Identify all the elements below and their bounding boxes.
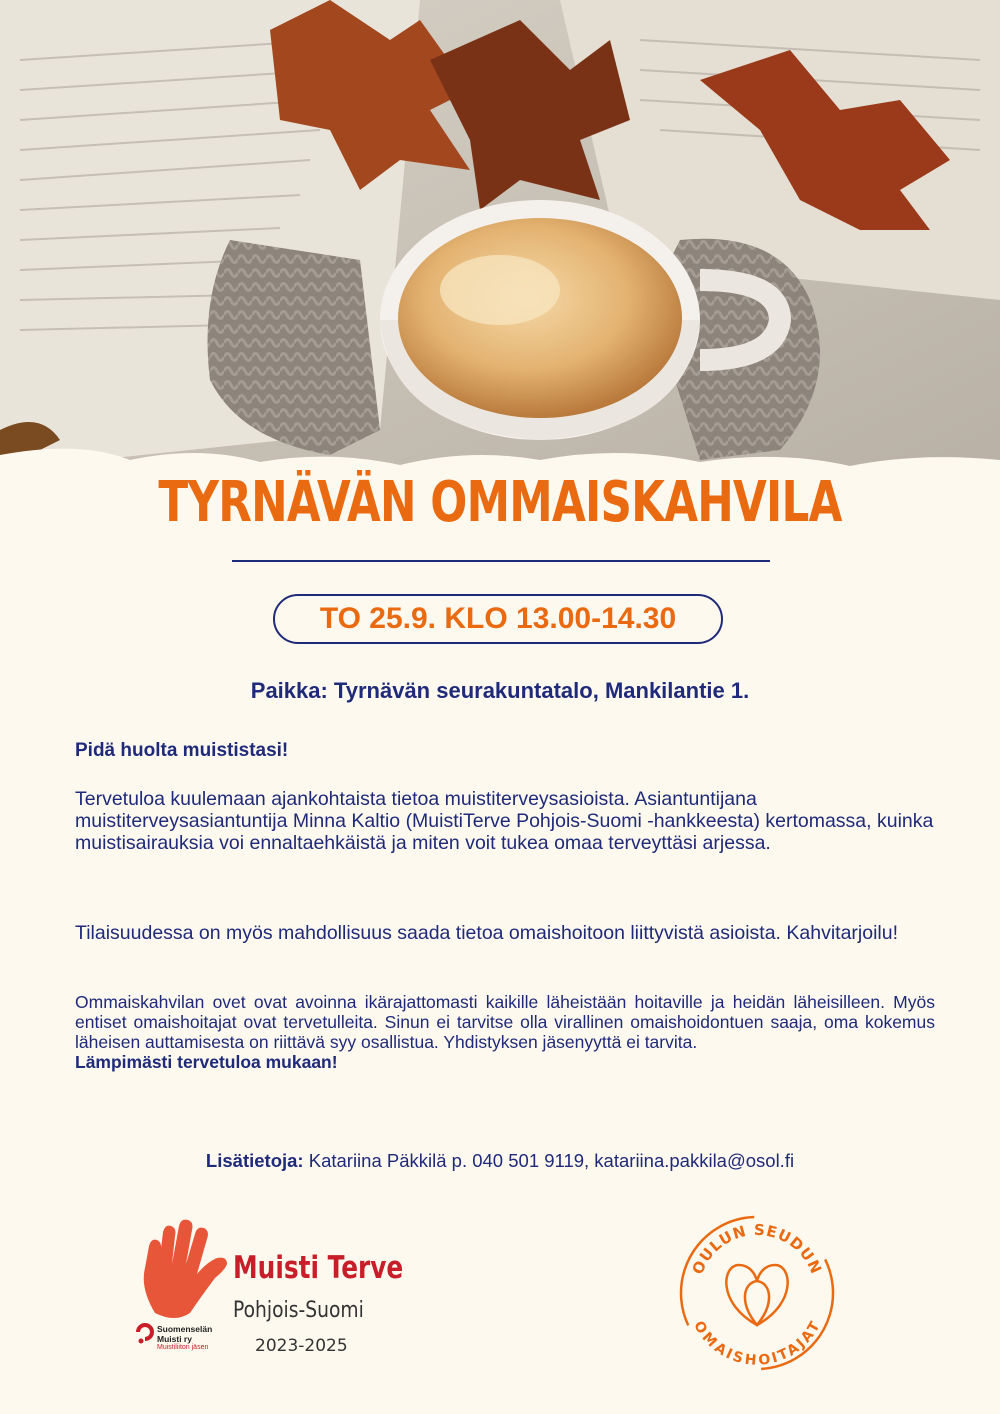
omaishoitajat-seal xyxy=(677,1213,837,1373)
oulun-seudun-omaishoitajat-logo xyxy=(677,1213,837,1373)
svg-text:OULUN SEUDUN xyxy=(689,1221,826,1277)
event-title: TYRNÄVÄN OMMAISKAHVILA xyxy=(158,470,842,535)
welcome-text: Ommaiskahvilan ovet ovat avoinna ikärajattomasti kaikille läheistään hoitaville ja heidän läheisilleen. Myös entiset omaishoitajat ovat tervetulleita. Sinun ei tarvitse olla virallinen omaishoidontuen saaja, oma kokemus läheisen auttamisesta on riittävä syy osallistua. Yhdistyksen jäsenyyttä ei tarvita. xyxy=(75,992,935,1052)
seal-bottom-text: OMAISHOITAJAT xyxy=(690,1318,824,1369)
section-heading: Pidä huolta muististasi! xyxy=(75,740,289,761)
hero-photo xyxy=(0,0,1000,470)
event-date-badge: TO 25.9. KLO 13.00-14.30 xyxy=(273,594,723,644)
contact-info xyxy=(0,1150,1000,1172)
event-location: Paikka: Tyrnävän seurakuntatalo, Mankilantie 1. xyxy=(250,678,750,703)
logo-small-2: Muisti ry xyxy=(157,1334,192,1344)
intro-paragraph: Tervetuloa kuulemaan ajankohtaista tietoa muistiterveysasioista. Asiantuntijana muistiterveysasiantuntija Minna Kaltio (MuistiTerve Pohjois-Suomi -hankkeesta) kertomassa, kuinka muistisairauksia voi ennaltaehkäistä ja miten voit tukea omaa terveyttäsi arjessa. xyxy=(75,788,934,854)
heart-icon xyxy=(726,1265,787,1325)
info-paragraph: Tilaisuudessa on myös mahdollisuus saada tietoa omaishoitoon liittyvistä asioista. Kahvitarjoilu! xyxy=(75,922,899,944)
logo-years: 2023-2025 xyxy=(255,1336,348,1356)
closing-text: Lämpimästi tervetuloa mukaan! xyxy=(75,1052,338,1072)
coffee-photo-illustration xyxy=(0,0,1000,470)
contact-details[interactable]: Katariina Päkkilä p. 040 501 9119, katariina.pakkila@osol.fi xyxy=(303,1150,795,1171)
muisti-terve-logo xyxy=(135,1218,465,1378)
logo-small-3: Muistiliiton jäsen xyxy=(157,1344,209,1351)
seal-top-text: OULUN SEUDUN xyxy=(688,1220,826,1278)
hand-icon xyxy=(135,1218,235,1328)
contact-label: Lisätietoja: xyxy=(205,1150,304,1171)
logo-small-1: Suomenselän xyxy=(157,1324,213,1334)
welcome-paragraph xyxy=(75,992,935,1072)
logo-title: Muisti Terve xyxy=(233,1250,404,1286)
muisti-ry-icon xyxy=(135,1322,155,1344)
logo-subtitle: Pohjois-Suomi xyxy=(233,1298,364,1323)
title-divider xyxy=(232,560,770,562)
